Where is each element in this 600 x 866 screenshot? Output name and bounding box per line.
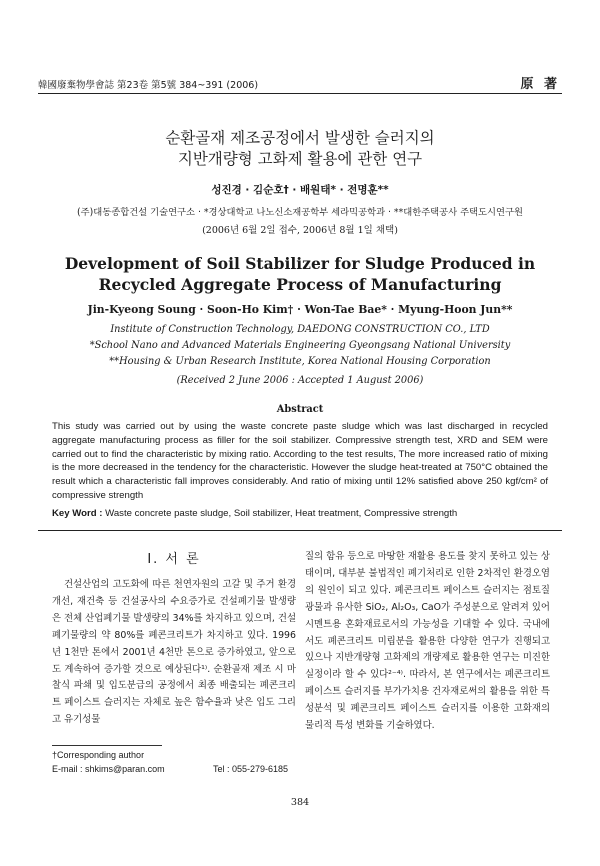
english-received: (Received 2 June 2006 : Accepted 1 August 2006) bbox=[176, 375, 424, 386]
header-rule bbox=[38, 93, 562, 94]
english-authors: Jin-Kyeong Soung · Soon-Ho Kim† · Won-Tae Bae* · Myung-Hoon Jun** bbox=[87, 303, 513, 316]
section-title: I. 서 론 bbox=[147, 552, 201, 567]
corresponding-author: †Corresponding author bbox=[52, 750, 145, 760]
english-affiliation-3: **Housing & Urban Research Institute, Korea National Housing Corporation bbox=[109, 356, 491, 367]
abstract-text: This study was carried out by using the waste concrete paste sludge which was last discharged in recycled aggregate manufacturing process as filler for the soil stabilizer. Compressive strength test, XRD and SEM were carried out to find the characteristic by mixing ratio. According to the test results, The more increased ratio of mixing is the more decreased in the tendency for the characteristic. However the sludge heat-treated at 750°C obtained the result which a characteristic fall improves considerably. And ratio of mixing until 12% satisfied above 250 kgf/cm² of compressive strength bbox=[52, 421, 548, 501]
korean-title bbox=[0, 128, 600, 170]
korean-title-line1: 순환골재 제조공정에서 발생한 슬러지의 bbox=[165, 129, 435, 147]
english-title-line2: Recycled Aggregate Process of Manufacturing bbox=[98, 275, 502, 294]
keywords-label: Key Word : bbox=[52, 508, 103, 519]
abstract-heading: Abstract bbox=[276, 404, 324, 415]
korean-authors: 성진경 · 김순호† · 배원태* · 전명훈** bbox=[211, 184, 389, 196]
author-tel: Tel : 055-279-6185 bbox=[213, 764, 289, 774]
english-affiliation-2: *School Nano and Advanced Materials Engineering Gyeongsang National University bbox=[89, 340, 511, 351]
english-affiliation-1: Institute of Construction Technology, DAEDONG CONSTRUCTION CO., LTD bbox=[110, 324, 490, 335]
intro-left-column: 건설산업의 고도화에 따른 천연자원의 고갈 및 주거 환경개선, 재건축 등 건설공사의 수요증가로 건설폐기물 발생량은 전체 산업폐기물 발생량의 34%를 차지하고 있으며, 건설폐기물량의 약 80%를 폐콘크리트가 차지하고 있다. 1996년 1천만 톤에서 2001년 4천만 톤으로 증가하였고, 앞으로도 계속하여 증가할 것으로 예상된다¹⁾. 순환골재 제조 시 마찰식 파쇄 및 입도분급의 공정에서 최종 배출되는 폐콘크리트 페이스트 슬러지는 자체로 높은 함수율과 낮은 입도 그리고 유기성물 bbox=[52, 579, 296, 726]
keywords-text: Waste concrete paste sludge, Soil stabilizer, Heat treatment, Compressive strength bbox=[105, 508, 458, 519]
korean-received: (2006년 6월 2일 접수, 2006년 8월 1일 채택) bbox=[202, 225, 398, 236]
footnote-rule bbox=[52, 745, 162, 746]
english-title-line1: Development of Soil Stabilizer for Sludge Produced in bbox=[64, 254, 536, 273]
keywords bbox=[52, 508, 457, 519]
page-number: 384 bbox=[290, 797, 310, 808]
author-email: E-mail : shkims@paran.com bbox=[52, 764, 165, 774]
korean-affiliation: (주)대동종합건설 기술연구소 · *경상대학교 나노신소재공학부 세라믹공학과 · **대한주택공사 주택도시연구원 bbox=[77, 207, 523, 218]
article-type-badge: 原 著 bbox=[520, 77, 560, 92]
korean-title-line2: 지반개량형 고화제 활용에 관한 연구 bbox=[177, 150, 423, 168]
english-title bbox=[0, 253, 600, 295]
journal-citation: 韓國廢棄物學會誌 第23卷 第5號 384~391 (2006) bbox=[38, 80, 259, 91]
intro-right-column: 질의 함유 등으로 마땅한 재활용 용도를 찾지 못하고 있는 상태이며, 대부분 불법적인 폐기처리로 인한 2차적인 환경오염의 원인이 되고 있다. 폐콘크리트 페이스트 슬러지는 점토질 광물과 유사한 SiO₂, Al₂O₃, CaO가 주성분으로 알려져 있어 시멘트용 혼화재료로서의 가능성을 기대할 수 있다. 국내에서도 폐콘크리트 미립분을 활용한 다양한 연구가 진행되고 있으나 지반개량형 고화제의 개량제로 활용한 연구는 미진한 실정이라 할 수 있다²⁻⁴⁾. 따라서, 본 연구에서는 폐콘크리트 페이스트 슬러지를 부가가치용 건자재로써의 활용을 위한 특성분석 및 폐콘크리트 페이스트 슬러지를 이용한 고화재의 물리적 특성 변화를 기술하였다. bbox=[305, 551, 550, 732]
keywords-rule bbox=[38, 530, 562, 531]
